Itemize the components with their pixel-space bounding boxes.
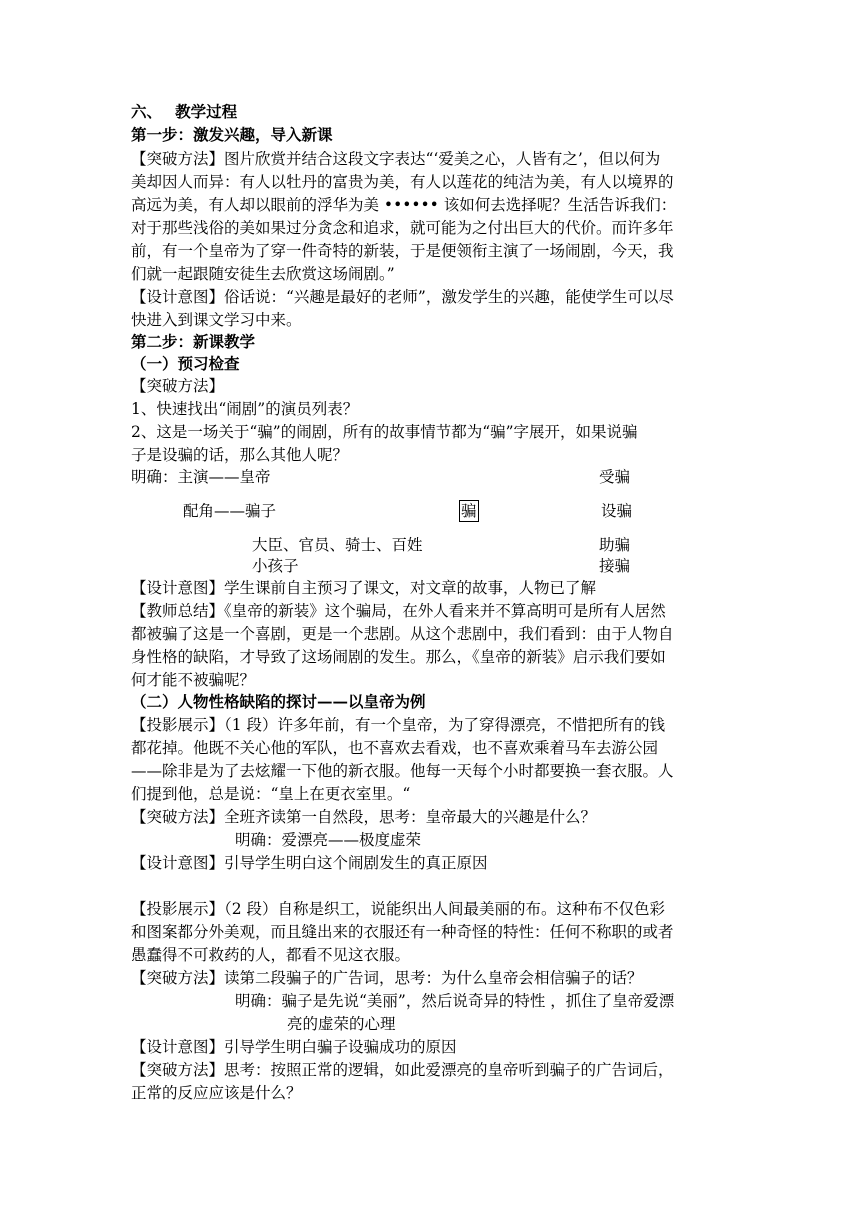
- paragraph-line-indented: 明确：骗子是先说“美丽”，然后说奇异的特性 ，抓住了皇帝爱漂: [235, 992, 675, 1010]
- step-heading: 第一步：激发兴趣，导入新课: [131, 125, 333, 144]
- paragraph-line: 2、这是一场关于“骗”的闹剧，所有的故事情节都为“骗”字展开，如果说骗: [131, 423, 638, 441]
- paragraph-line: 【设计意图】俗话说：“兴趣是最好的老师”，激发学生的兴趣，能使学生可以尽: [131, 288, 674, 306]
- paragraph-line: ——除非是为了去炫耀一下他的新衣服。他每一天每个小时都要换一套衣服。人: [131, 762, 674, 780]
- paragraph-line: 都被骗了这是一个喜剧，更是一个悲剧。从这个悲剧中，我们看到：由于人物自: [131, 625, 674, 643]
- paragraph-line: 和图案都分外美观，而且缝出来的衣服还有一种奇怪的特性：任何不称职的或者: [131, 923, 674, 941]
- paragraph-line: 愚蠢得不可救药的人，都看不见这衣服。: [131, 946, 411, 964]
- paragraph-line: 【投影展示】（2 段）自称是织工，说能织出人间最美丽的布。这种布不仅色彩: [131, 900, 666, 918]
- paragraph-line: 都花掉。他既不关心他的军队，也不喜欢去看戏，也不喜欢乘着马车去游公园: [131, 739, 659, 757]
- paragraph-line: 【设计意图】引导学生明白这个闹剧发生的真正原因: [131, 854, 488, 872]
- paragraph-line: 【教师总结】《皇帝的新装》这个骗局，在外人看来并不算高明可是所有人居然: [131, 602, 666, 620]
- paragraph-line: 【突破方法】全班齐读第一自然段，思考：皇帝最大的兴趣是什么？: [131, 808, 597, 826]
- paragraph-line: 快进入到课文学习中来。: [131, 311, 302, 329]
- paragraph-line-indented: 亮的虚荣的心理: [287, 1015, 396, 1033]
- paragraph-line: 美却因人而异：有人以牡丹的富贵为美，有人以莲花的纯洁为美，有人以境界的: [131, 173, 674, 191]
- paragraph-line: 前，有一个皇帝为了穿一件奇特的新装，于是便领衔主演了一场闹剧，今天，我: [131, 242, 674, 260]
- paragraph-line: 【投影展示】（1 段）许多年前，有一个皇帝，为了穿得漂亮，不惜把所有的钱: [131, 716, 666, 734]
- diagram-role: 助骗: [599, 536, 631, 554]
- paragraph-line: 身性格的缺陷，才导致了这场闹剧的发生。那么，《皇帝的新装》启示我们要如: [131, 648, 666, 666]
- diagram-lead: 明确：主演——皇帝: [131, 468, 271, 486]
- paragraph-line: 【突破方法】: [131, 377, 225, 395]
- paragraph-line: 们提到他，总是说：“皇上在更衣室里。“: [131, 785, 411, 803]
- diagram-child: 小孩子: [252, 557, 299, 575]
- diagram-support: 配角——骗子: [183, 502, 277, 520]
- diagram-group: 大臣、官员、骑士、百姓: [252, 536, 423, 554]
- paragraph-line: 【设计意图】学生课前自主预习了课文，对文章的故事，人物已了解: [131, 579, 597, 597]
- diagram-role: 设骗: [601, 502, 633, 520]
- paragraph-line: 1、快速找出“闹剧”的演员列表？: [131, 400, 359, 418]
- paragraph-line: 【设计意图】引导学生明白骗子设骗成功的原因: [131, 1038, 457, 1056]
- section-heading: 六、 教学过程: [131, 102, 238, 121]
- subsection-heading: （二）人物性格缺陷的探讨——以皇帝为例: [131, 692, 426, 711]
- paragraph-line: 【突破方法】图片欣赏并结合这段文字表达“‘爱美之心，人皆有之’，但以何为: [131, 150, 661, 168]
- diagram-center-box: 骗: [461, 502, 477, 520]
- paragraph-line: 正常的反应应该是什么？: [131, 1084, 302, 1102]
- subsection-heading: （一）预习检查: [131, 354, 240, 373]
- paragraph-line: 【突破方法】思考：按照正常的逻辑，如此爱漂亮的皇帝听到骗子的广告词后，: [131, 1061, 674, 1079]
- paragraph-line: 高远为美，有人却以眼前的浮华为美 •••••• 该如何去选择呢？生活告诉我们：: [131, 196, 677, 214]
- step-heading: 第二步：新课教学: [131, 332, 256, 351]
- paragraph-line: 子是设骗的话，那么其他人呢？: [131, 446, 349, 464]
- diagram-role: 接骗: [599, 557, 631, 575]
- paragraph-line: 对于那些浅俗的美如果过分贪念和追求，就可能为之付出巨大的代价。而许多年: [131, 219, 674, 237]
- paragraph-line-indented: 明确：爱漂亮——极度虚荣: [235, 831, 422, 849]
- diagram-role: 受骗: [599, 468, 631, 486]
- paragraph-line: 【突破方法】读第二段骗子的广告词，思考：为什么皇帝会相信骗子的话？: [131, 969, 643, 987]
- paragraph-line: 何才能不被骗呢？: [131, 671, 256, 689]
- paragraph-line: 们就一起跟随安徒生去欣赏这场闹剧。”: [131, 265, 395, 283]
